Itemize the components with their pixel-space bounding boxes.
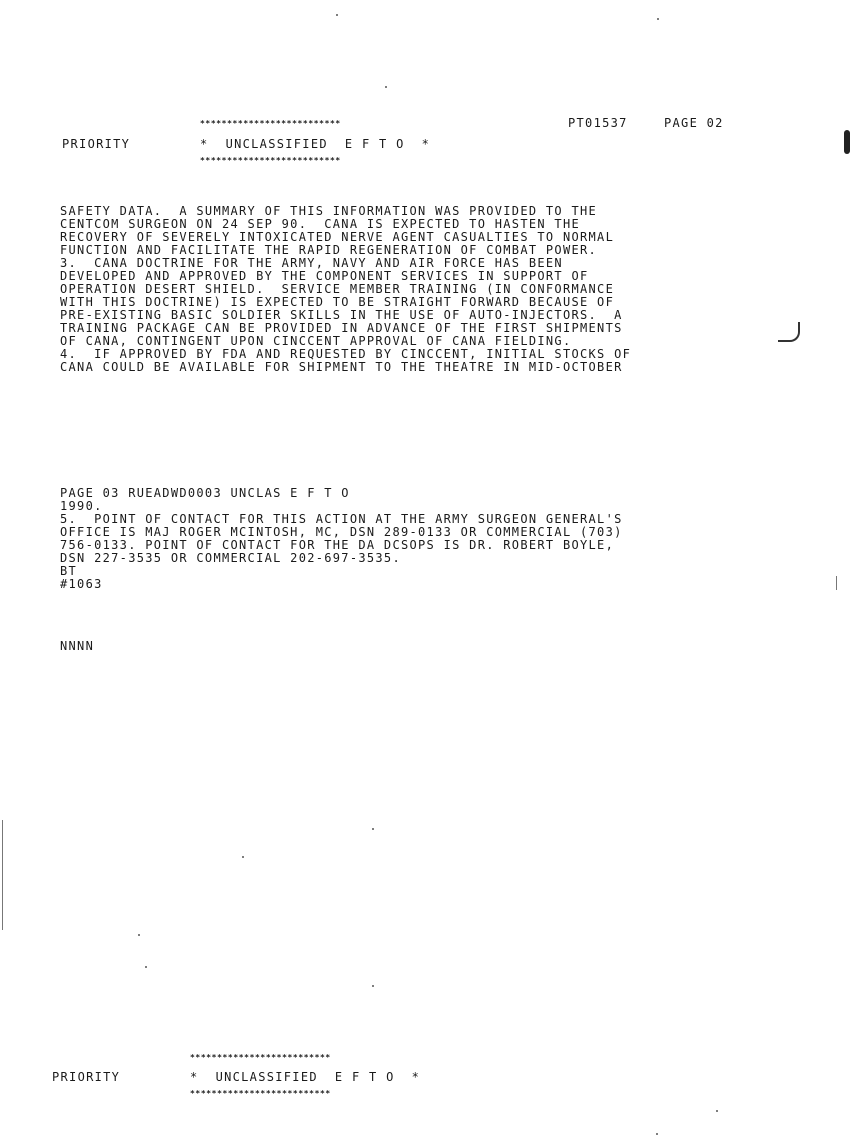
text-line: OPERATION DESERT SHIELD. SERVICE MEMBER TRAINING (IN CONFORMANCE <box>60 282 615 296</box>
text-line: OFFICE IS MAJ ROGER MCINTOSH, MC, DSN 289-0133 OR COMMERCIAL (703) <box>60 525 623 539</box>
text-line: SAFETY DATA. A SUMMARY OF THIS INFORMATION WAS PROVIDED TO THE <box>60 204 598 218</box>
continuation-body <box>60 487 623 591</box>
text-line: CENTCOM SURGEON ON 24 SEP 90. CANA IS EXPECTED TO HASTEN THE <box>60 217 581 231</box>
text-line: WITH THIS DOCTRINE) IS EXPECTED TO BE STRAIGHT FORWARD BECAUSE OF <box>60 295 615 309</box>
text-line: OF CANA, CONTINGENT UPON CINCCENT APPROVAL OF CANA FIELDING. <box>60 334 572 348</box>
text-line: 1990. <box>60 499 103 513</box>
end-marker: NNNN <box>60 639 95 653</box>
scan-speck <box>336 14 338 16</box>
scan-speck <box>372 828 374 830</box>
scan-left-line <box>2 820 3 930</box>
footer-classification: * UNCLASSIFIED E F T O * <box>190 1070 421 1084</box>
footer-star-row-bottom: ************************** <box>190 1089 331 1098</box>
footer-priority: PRIORITY <box>52 1070 121 1084</box>
footer-star-row-top: ************************** <box>190 1053 331 1062</box>
scan-speck <box>716 1110 718 1112</box>
header-star-row-top: ************************** <box>200 119 347 128</box>
text-line: 4. IF APPROVED BY FDA AND REQUESTED BY CINCCENT, INITIAL STOCKS OF <box>60 347 632 361</box>
text-line: #1063 <box>60 577 103 591</box>
text-line: 5. POINT OF CONTACT FOR THIS ACTION AT THE ARMY SURGEON GENERAL'S <box>60 512 623 526</box>
header-classification: * UNCLASSIFIED E F T O * <box>200 137 431 151</box>
scan-right-line <box>836 576 837 590</box>
scan-speck <box>656 1133 658 1135</box>
text-line: FUNCTION AND FACILITATE THE RAPID REGENERATION OF COMBAT POWER. <box>60 243 598 257</box>
header-priority: PRIORITY <box>62 137 131 151</box>
page-number: PAGE 02 <box>664 116 724 130</box>
text-line: RECOVERY OF SEVERELY INTOXICATED NERVE AGENT CASUALTIES TO NORMAL <box>60 230 615 244</box>
text-line: CANA COULD BE AVAILABLE FOR SHIPMENT TO THE THEATRE IN MID-OCTOBER <box>60 360 623 374</box>
scan-speck <box>138 934 140 936</box>
text-line: BT <box>60 564 78 578</box>
text-line: DSN 227-3535 OR COMMERCIAL 202-697-3535. <box>60 551 401 565</box>
scan-speck <box>145 966 147 968</box>
scan-speck <box>657 18 659 20</box>
text-line: 756-0133. POINT OF CONTACT FOR THE DA DCSOPS IS DR. ROBERT BOYLE, <box>60 538 615 552</box>
scan-speck <box>242 856 244 858</box>
text-line: PRE-EXISTING BASIC SOLDIER SKILLS IN THE USE OF AUTO-INJECTORS. A <box>60 308 623 322</box>
scan-speck <box>372 985 374 987</box>
header-star-row-bottom: ************************** <box>200 156 341 165</box>
text-line: DEVELOPED AND APPROVED BY THE COMPONENT SERVICES IN SUPPORT OF <box>60 269 589 283</box>
text-line: TRAINING PACKAGE CAN BE PROVIDED IN ADVANCE OF THE FIRST SHIPMENTS <box>60 321 623 335</box>
scan-speck <box>385 86 387 88</box>
text-line: PAGE 03 RUEADWD0003 UNCLAS E F T O <box>60 486 350 500</box>
message-id: PT01537 <box>568 116 628 130</box>
message-body <box>60 205 631 374</box>
text-line: 3. CANA DOCTRINE FOR THE ARMY, NAVY AND AIR FORCE HAS BEEN <box>60 256 563 270</box>
scan-edge-mark <box>844 130 850 154</box>
scan-pen-mark <box>778 322 800 342</box>
